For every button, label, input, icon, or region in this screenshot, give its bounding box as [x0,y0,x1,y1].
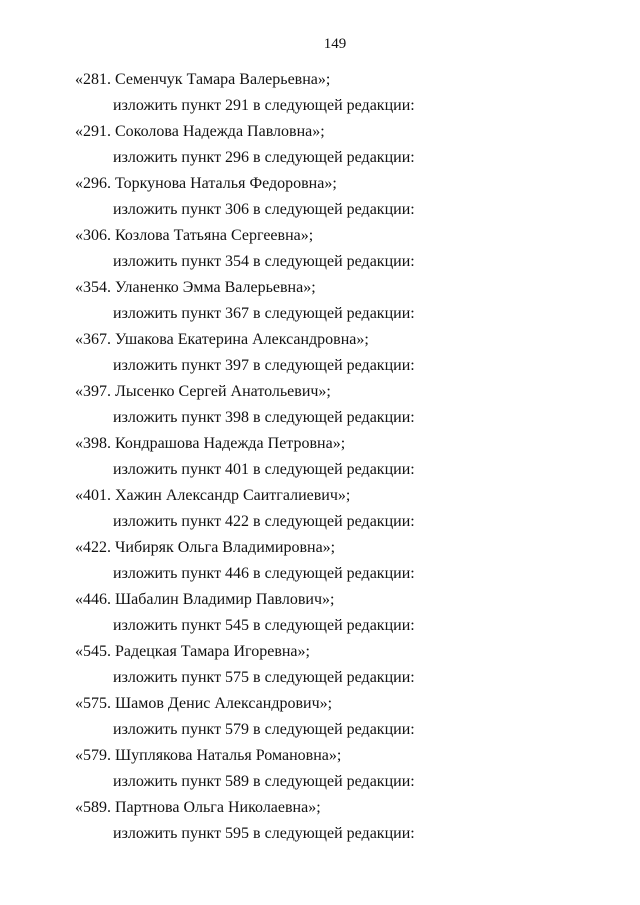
list-item-instruction: изложить пункт 589 в следующей редакции: [113,773,415,790]
list-item-entry: «367. Ушакова Екатерина Александровна»; [75,331,369,348]
list-item-entry: «422. Чибиряк Ольга Владимировна»; [75,539,336,556]
list-item-instruction: изложить пункт 291 в следующей редакции: [113,97,415,114]
list-item-entry: «397. Лысенко Сергей Анатольевич»; [75,383,331,400]
list-item-instruction: изложить пункт 575 в следующей редакции: [113,669,415,686]
list-item-entry: «589. Партнова Ольга Николаевна»; [75,799,321,816]
list-item-instruction: изложить пункт 545 в следующей редакции: [113,617,415,634]
list-item-entry: «575. Шамов Денис Александрович»; [75,695,333,712]
list-item-instruction: изложить пункт 397 в следующей редакции: [113,357,415,374]
list-item-entry: «446. Шабалин Владимир Павлович»; [75,591,335,608]
list-item-entry: «579. Шуплякова Наталья Романовна»; [75,747,342,764]
list-item-instruction: изложить пункт 296 в следующей редакции: [113,149,415,166]
list-item-instruction: изложить пункт 367 в следующей редакции: [113,305,415,322]
list-item-instruction: изложить пункт 354 в следующей редакции: [113,253,415,270]
list-item-entry: «291. Соколова Надежда Павловна»; [75,123,325,140]
list-item-entry: «545. Радецкая Тамара Игоревна»; [75,643,310,660]
document-body [0,67,640,847]
list-item-entry: «296. Торкунова Наталья Федоровна»; [75,175,337,192]
list-item-entry: «398. Кондрашова Надежда Петровна»; [75,435,346,452]
list-item-entry: «401. Хажин Александр Саитгалиевич»; [75,487,351,504]
list-item-instruction: изложить пункт 446 в следующей редакции: [113,565,415,582]
page-number: 149 [323,36,347,52]
list-item-instruction: изложить пункт 422 в следующей редакции: [113,513,415,530]
list-item-entry: «281. Семенчук Тамара Валерьевна»; [75,71,331,88]
list-item-instruction: изложить пункт 306 в следующей редакции: [113,201,415,218]
list-item-instruction: изложить пункт 579 в следующей редакции: [113,721,415,738]
list-item-entry: «354. Уланенко Эмма Валерьевна»; [75,279,316,296]
list-item-instruction: изложить пункт 595 в следующей редакции: [113,825,415,842]
list-item-instruction: изложить пункт 401 в следующей редакции: [113,461,415,478]
list-item-instruction: изложить пункт 398 в следующей редакции: [113,409,415,426]
list-item-entry: «306. Козлова Татьяна Сергеевна»; [75,227,314,244]
